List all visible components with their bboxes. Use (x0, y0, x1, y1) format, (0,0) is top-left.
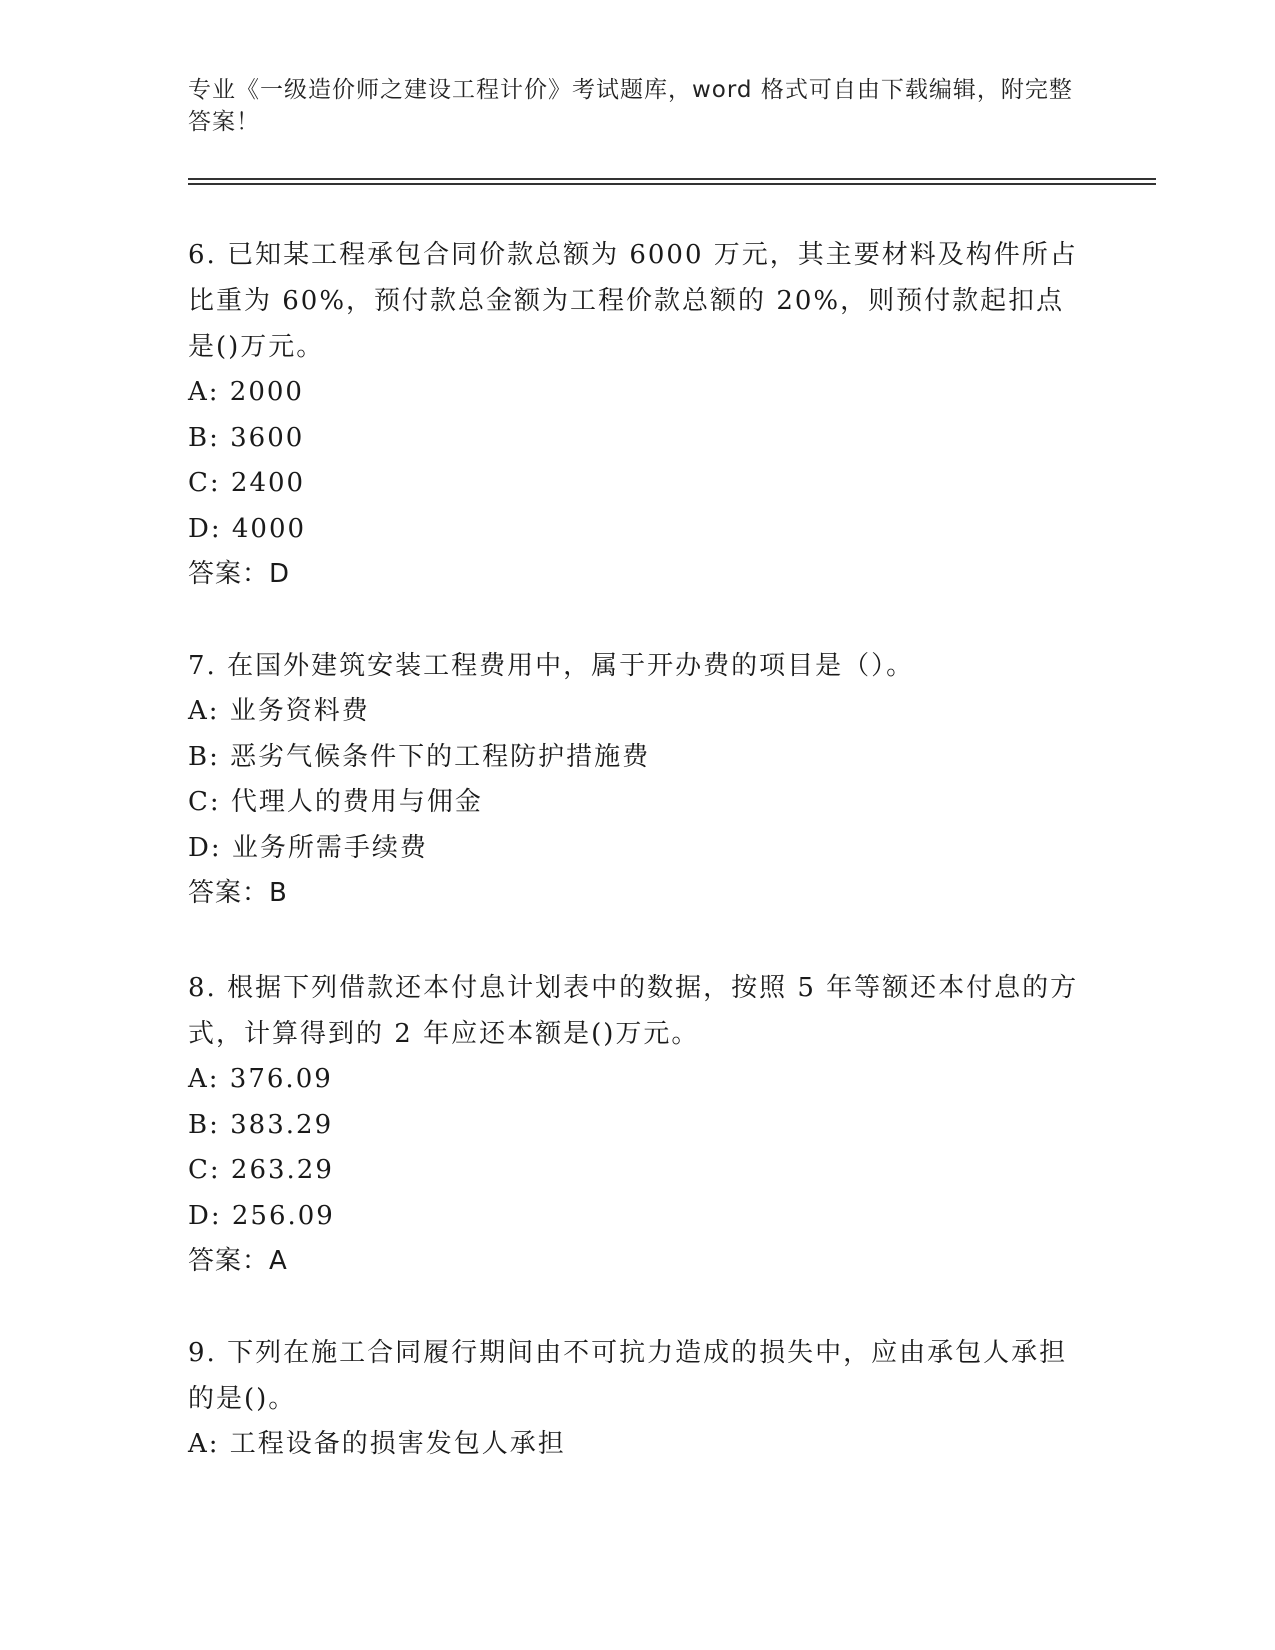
option-c: C: 263.29 (188, 1155, 334, 1185)
option-d: D: 业务所需手续费 (188, 832, 428, 863)
header-divider-top (188, 178, 1156, 180)
question-6 (188, 232, 1088, 597)
answer-line: 答案：A (188, 1246, 288, 1276)
option-d: D: 4000 (188, 513, 307, 544)
question-stem: 9. 下列在施工合同履行期间由不可抗力造成的损失中，应由承包人承担的是()。 (188, 1338, 1068, 1414)
option-c: C: 代理人的费用与佣金 (188, 787, 483, 817)
option-a: A: 业务资料费 (188, 696, 370, 726)
question-stem: 7. 在国外建筑安装工程费用中，属于开办费的项目是（）。 (188, 651, 915, 681)
option-b: B: 383.29 (188, 1109, 334, 1140)
answer-line: 答案：D (188, 559, 291, 589)
question-stem: 8. 根据下列借款还本付息计划表中的数据，按照 5 年等额还本付息的方式，计算得到的 2 年应还本额是()万元。 (188, 973, 1079, 1049)
header-divider-bottom (188, 183, 1156, 185)
option-b: B: 3600 (188, 422, 305, 453)
document-header: 专业《一级造价师之建设工程计价》考试题库，word 格式可自由下载编辑，附完整答案！ (188, 77, 1073, 135)
question-9 (188, 1330, 1088, 1468)
option-a: A: 2000 (188, 377, 304, 407)
option-c: C: 2400 (188, 468, 306, 498)
option-b: B: 恶劣气候条件下的工程防护措施费 (188, 741, 651, 772)
question-7 (188, 643, 1088, 916)
option-a: A: 376.09 (188, 1064, 333, 1094)
question-stem: 6. 已知某工程承包合同价款总额为 6000 万元，其主要材料及构件所占比重为 60%，预付款总金额为工程价款总额的 20%，则预付款起扣点是()万元。 (188, 240, 1078, 362)
answer-line: 答案：B (188, 878, 288, 908)
option-d: D: 256.09 (188, 1200, 335, 1231)
option-a: A: 工程设备的损害发包人承担 (188, 1429, 566, 1459)
question-8 (188, 965, 1088, 1284)
